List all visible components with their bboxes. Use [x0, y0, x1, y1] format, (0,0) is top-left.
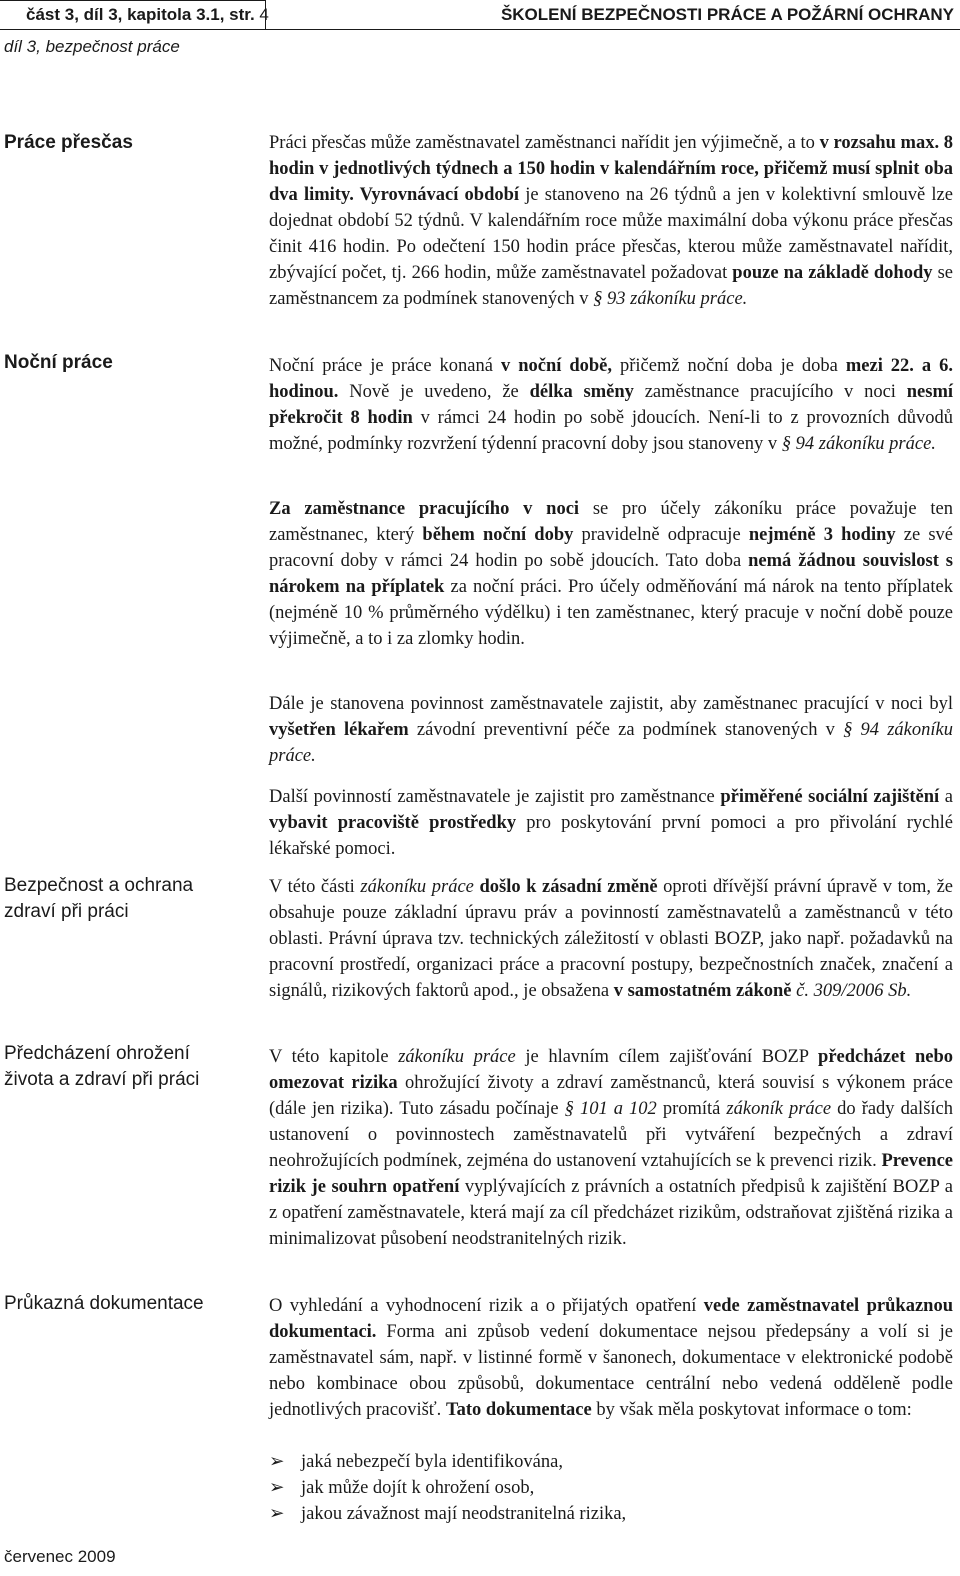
arrow-bullet-icon: ➢ — [269, 1452, 285, 1472]
page-header — [0, 0, 960, 60]
paragraph-night-employee — [269, 496, 953, 652]
text-run: V této části — [269, 877, 361, 897]
text-run: zaměstnance pracujícího v noci — [633, 382, 907, 402]
italic-text: zákoníku práce — [360, 877, 474, 897]
bold-text: v samostatném zákoně — [613, 981, 792, 1001]
text-run: za noční práci. Pro účely odměňování má nárok na tento příplatek (nejméně 10 % průměrného výdělku) i ten zaměstnanec, který pracuje v noční době pouze výjimečně, a to i za zlomky hodin. — [269, 577, 953, 649]
text-run: v rámci 24 hodin po sobě jdoucích. Není-li to z provozních důvodů možné, podmínky rozvržení týdenní pracovní doby jsou stanoveny v — [269, 408, 953, 454]
page-number: 4 — [259, 5, 269, 24]
section-label: část 3, díl 3, kapitola 3.1, str. — [26, 5, 260, 24]
bullet-text: jaká nebezpečí byla identifikována, — [301, 1452, 563, 1472]
text-run: pravidelně odpracuje — [573, 525, 749, 545]
bullet-text: jakou závažnost mají neodstranitelná rizika, — [301, 1504, 627, 1524]
text-run: Dále je stanovena povinnost zaměstnavatele zajistit, aby zaměstnanec pracující v noci byl — [269, 694, 953, 714]
bold-text: během noční doby — [422, 525, 574, 545]
italic-text: č. 309/2006 Sb. — [796, 981, 912, 1001]
header-rule — [266, 29, 960, 30]
italic-text: § 101 a 102 — [564, 1099, 657, 1119]
bold-text: přiměřené sociální zajištění — [720, 787, 940, 807]
header-subtitle: díl 3, bezpečnost práce — [4, 37, 180, 56]
italic-text: zákoníku práce — [398, 1047, 516, 1067]
paragraph-bozp-change — [269, 874, 953, 1004]
text-run: V této kapitole — [269, 1047, 399, 1067]
bold-text: v rozsahu max. 8 hodin v jednotlivých týdnech a 150 hodin v kalendářním roce, přičemž musí splnit oba dva limity. Vyrovnávací období — [269, 133, 954, 205]
paragraph-documentation — [269, 1293, 953, 1423]
bold-text: Prevence rizik je souhrn opatření — [269, 1151, 953, 1197]
arrow-bullet-icon: ➢ — [269, 1504, 285, 1524]
sidebar-heading-night-work: Noční práce — [4, 352, 113, 373]
bold-text: nemá žádnou souvislost s nárokem na příplatek — [269, 551, 954, 597]
text-run: ze své pracovní doby v rámci 24 hodin po sobě jdoucích. Tato doba — [269, 525, 954, 571]
paragraph-overtime — [269, 130, 953, 312]
sidebar-heading-overtime: Práce přesčas — [4, 132, 133, 153]
bold-text: Za zaměstnance pracujícího v noci — [269, 499, 580, 519]
bold-text: mezi 22. a 6. hodinou. — [269, 356, 954, 402]
paragraph-social-provision — [269, 784, 953, 862]
text-run: O vyhledání a vyhodnocení rizik a o přijatých opatření — [269, 1296, 704, 1316]
text-run: Nově je uvedeno, že — [338, 382, 530, 402]
text-run: vyplývajících z právních a ostatních předpisů k zajištění BOZP a z opatření zaměstnavatele, která mají za cíl předcházet rizikům, odstraňovat zjištěná rizika a minimalizovat působení neodstranitelných rizik. — [269, 1177, 953, 1249]
text-run: se pro účely zákoníku práce považuje ten zaměstnanec, který — [269, 499, 953, 545]
italic-text: § 93 zákoníku práce. — [593, 289, 748, 309]
text-run: Další povinností zaměstnavatele je zajistit pro zaměstnance — [269, 787, 721, 807]
text-run: ohrožující životy a zdraví zaměstnanců, která souvisí s výkonem práce (dále jen rizika). Tuto zásadu počínaje — [269, 1073, 953, 1119]
paragraph-risk-prevention — [269, 1044, 953, 1252]
italic-text: zákoník práce — [726, 1099, 832, 1119]
bold-text: vede zaměstnavatel průkaznou dokumentaci. — [269, 1296, 953, 1342]
text-run: by však měla poskytovat informace o tom: — [591, 1400, 912, 1420]
bullet-item — [269, 1475, 534, 1501]
bold-text: nesmí překročit 8 hodin — [269, 382, 953, 428]
bold-text: předcházet nebo omezovat rizika — [269, 1047, 954, 1093]
arrow-bullet-icon: ➢ — [269, 1478, 285, 1498]
italic-text: § 94 zákoníku práce. — [269, 720, 953, 766]
bold-text: vyšetřen lékařem — [269, 720, 409, 740]
text-run: oproti dřívější právní úpravě v tom, že obsahuje pouze základní úpravu práv a povinností zaměstnavatelů a zaměstnanců v této oblasti. Právní úprava tzv. technických záležitostí v oblasti BOZP, jako např. požadavků na pracovní prostředí, organizaci práce a pracovní postupy, bezpečnostních značek, značení a signálů, rizikových faktorů apod., je obsažena — [269, 877, 954, 1001]
text-run: je stanoveno na 26 týdnů a jen v kolektivní smlouvě lze dojednat období 52 týdnů. V kalendářním roce může maximální doba výkonu práce přesčas činit 416 hodin. Po odečtení 150 hodin práce přesčas, kterou může zaměstnavatel nařídit, zbývající počet, tj. 266 hodin, může zaměstnavatel požadovat — [269, 185, 953, 283]
text-run: a — [939, 787, 953, 807]
paragraph-medical-exam — [269, 691, 953, 769]
text-run: závodní preventivní péče za podmínek stanovených v — [408, 720, 844, 740]
bold-text: došlo k zásadní změně — [479, 877, 658, 897]
text-run: do řady dalších ustanovení o povinnostech zaměstnavatelů při vytváření bezpečných a zdraví neohrožujících podmínek, zejména do ustanovení vztahujících se k prevenci rizik. — [269, 1099, 954, 1171]
text-run: Forma ani způsob vedení dokumentace nejsou předepsány a volí si je zaměstnavatel sám, např. v listinné formě v šanonech, dokumentace v elektronické podobě nebo kombinace obou způsobů, dokumentace centrální nebo vedená odděleně podle jednotlivých pracovišť. — [269, 1322, 953, 1420]
bold-text: nejméně 3 hodiny — [748, 525, 896, 545]
text-run: je hlavním cílem zajišťování BOZP — [515, 1047, 819, 1067]
footer-date: červenec 2009 — [4, 1547, 116, 1566]
sidebar-heading-documentation: Průkazná dokumentace — [4, 1293, 204, 1314]
bold-text: pouze na základě dohody — [732, 263, 933, 283]
bullet-item — [269, 1449, 563, 1475]
bold-text: vybavit pracoviště prostředky — [269, 813, 517, 833]
text-run: Noční práce je práce konaná — [269, 356, 501, 376]
text-run: pro poskytování první pomoci a pro přivolání rychlé lékařské pomoci. — [269, 813, 953, 859]
bold-text: v noční době, — [500, 356, 613, 376]
text-run: promítá — [656, 1099, 727, 1119]
paragraph-night-work — [269, 353, 953, 457]
header-title: ŠKOLENÍ BEZPEČNOSTI PRÁCE A POŽÁRNÍ OCHRANY — [500, 5, 954, 24]
bullet-item — [269, 1501, 626, 1527]
sidebar-heading-bozp: Bezpečnost a ochrana zdraví při práci — [4, 875, 194, 922]
section-label-box — [0, 0, 269, 30]
bold-text: délka směny — [529, 382, 634, 402]
italic-text: § 94 zákoníku práce. — [781, 434, 936, 454]
text-run: se zaměstnancem za podmínek stanovených v — [269, 263, 953, 309]
text-run: Práci přesčas může zaměstnavatel zaměstnanci nařídit jen výjimečně, a to — [269, 133, 820, 153]
bullet-text: jak může dojít k ohrožení osob, — [301, 1478, 535, 1498]
sidebar-heading-prevention: Předcházení ohrožení života a zdraví při práci — [4, 1043, 200, 1090]
bold-text: Tato dokumentace — [445, 1400, 592, 1420]
text-run: přičemž noční doba je doba — [612, 356, 846, 376]
